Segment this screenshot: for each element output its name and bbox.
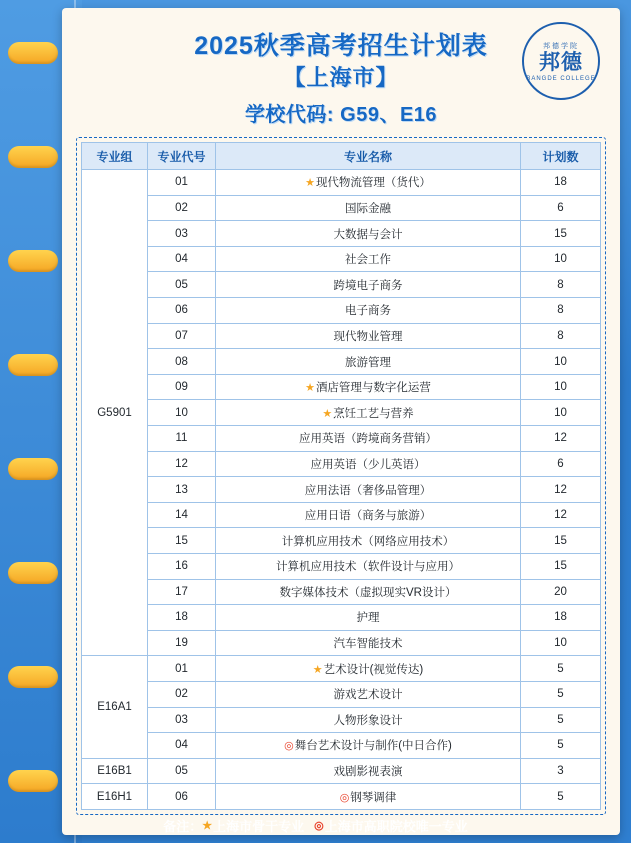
cell-major-name: 社会工作 [216, 246, 521, 272]
binder-ring [8, 146, 58, 168]
table-row [82, 477, 601, 503]
cell-major-code: 02 [148, 681, 216, 707]
table-row [82, 579, 601, 605]
cell-major-name: 应用英语（跨境商务营销） [216, 426, 521, 452]
binder-ring [8, 666, 58, 688]
cell-major-name: 应用日语（商务与旅游） [216, 502, 521, 528]
binder-ring [8, 562, 58, 584]
footer-circle-text: 上海市高职院校唯一专业 [324, 818, 468, 834]
cell-major-name: ◎钢琴调律 [216, 784, 521, 810]
table-body [82, 170, 601, 810]
table-row [82, 451, 601, 477]
cell-major-name: 电子商务 [216, 298, 521, 324]
cell-major-name: 护理 [216, 605, 521, 631]
cell-major-name: 现代物业管理 [216, 323, 521, 349]
cell-major-name: 应用法语（奢侈品管理） [216, 477, 521, 503]
cell-plan-count: 12 [521, 502, 601, 528]
cell-major-name: ★现代物流管理（货代） [216, 170, 521, 196]
paper-sheet [62, 8, 620, 835]
star-icon: ★ [322, 407, 333, 420]
school-logo [522, 22, 600, 100]
cell-major-name: 数字媒体技术（虚拟现实VR设计） [216, 579, 521, 605]
cell-major-code: 09 [148, 374, 216, 400]
cell-plan-count: 5 [521, 707, 601, 733]
table-row [82, 170, 601, 196]
cell-plan-count: 10 [521, 246, 601, 272]
cell-plan-count: 18 [521, 170, 601, 196]
table-row [82, 426, 601, 452]
star-icon: ★ [305, 382, 315, 395]
table-row [82, 528, 601, 554]
school-code: 学校代码: G59、E16 [244, 104, 438, 127]
table-row [82, 400, 601, 426]
footer-star-text: 上海市骨干专业 [213, 818, 305, 834]
cell-major-group: E16B1 [82, 758, 148, 784]
cell-major-code: 07 [148, 323, 216, 349]
cell-plan-count: 15 [521, 554, 601, 580]
page-subtitle-city: 【上海市】 [283, 64, 399, 90]
cell-major-group: E16A1 [82, 656, 148, 758]
table-row [82, 656, 601, 682]
cell-major-name: 戏剧影视表演 [216, 758, 521, 784]
table-row [82, 349, 601, 375]
cell-major-code: 10 [148, 400, 216, 426]
cell-plan-count: 12 [521, 477, 601, 503]
cell-major-group: G5901 [82, 170, 148, 656]
table-row [82, 758, 601, 784]
cell-major-code: 05 [148, 758, 216, 784]
cell-major-name: 跨境电子商务 [216, 272, 521, 298]
binder-ring [8, 250, 58, 272]
table-row [82, 502, 601, 528]
cell-major-code: 02 [148, 195, 216, 221]
cell-major-name: 计算机应用技术（网络应用技术） [216, 528, 521, 554]
cell-major-code: 06 [148, 784, 216, 810]
cell-major-code: 01 [148, 170, 216, 196]
column-header-plan: 计划数 [521, 143, 601, 170]
cell-major-code: 04 [148, 246, 216, 272]
cell-major-code: 18 [148, 605, 216, 631]
logo-glyph: 邦德 [539, 50, 583, 74]
cell-major-code: 15 [148, 528, 216, 554]
cell-plan-count: 8 [521, 272, 601, 298]
cell-major-name: 应用英语（少儿英语） [216, 451, 521, 477]
cell-major-name: 人物形象设计 [216, 707, 521, 733]
cell-major-code: 08 [148, 349, 216, 375]
table-row [82, 707, 601, 733]
page-title: 2025秋季高考招生计划表 [194, 32, 488, 60]
cell-plan-count: 6 [521, 195, 601, 221]
cell-major-name: ★艺术设计(视觉传达) [216, 656, 521, 682]
cell-plan-count: 10 [521, 374, 601, 400]
column-header-code: 专业代号 [148, 143, 216, 170]
cell-major-code: 03 [148, 707, 216, 733]
cell-plan-count: 5 [521, 784, 601, 810]
cell-major-code: 12 [148, 451, 216, 477]
table-row [82, 272, 601, 298]
cell-plan-count: 15 [521, 221, 601, 247]
cell-plan-count: 10 [521, 349, 601, 375]
footer-note [0, 807, 631, 843]
cell-plan-count: 10 [521, 630, 601, 656]
table-row [82, 195, 601, 221]
cell-major-name: 旅游管理 [216, 349, 521, 375]
column-header-name: 专业名称 [216, 143, 521, 170]
binder-ring [8, 770, 58, 792]
cell-plan-count: 5 [521, 733, 601, 759]
cell-plan-count: 10 [521, 400, 601, 426]
cell-major-code: 04 [148, 733, 216, 759]
column-header-group: 专业组 [82, 143, 148, 170]
cell-plan-count: 3 [521, 758, 601, 784]
table-frame [76, 137, 606, 815]
star-icon: ★ [202, 819, 213, 832]
cell-major-code: 17 [148, 579, 216, 605]
table-row [82, 298, 601, 324]
cell-plan-count: 12 [521, 426, 601, 452]
binder-ring [8, 42, 58, 64]
cell-major-code: 03 [148, 221, 216, 247]
cell-plan-count: 5 [521, 681, 601, 707]
table-row [82, 733, 601, 759]
cell-plan-count: 6 [521, 451, 601, 477]
document-header [76, 18, 606, 127]
table-row [82, 374, 601, 400]
table-row [82, 784, 601, 810]
circle-icon: ◎ [339, 791, 350, 804]
cell-major-name: 计算机应用技术（软件设计与应用） [216, 554, 521, 580]
cell-plan-count: 18 [521, 605, 601, 631]
table-row [82, 554, 601, 580]
table-row [82, 246, 601, 272]
table-row [82, 681, 601, 707]
cell-major-code: 14 [148, 502, 216, 528]
cell-plan-count: 8 [521, 298, 601, 324]
cell-plan-count: 5 [521, 656, 601, 682]
cell-major-code: 16 [148, 554, 216, 580]
binder-ring [8, 354, 58, 376]
cell-major-name: ◎舞台艺术设计与制作(中日合作) [216, 733, 521, 759]
star-icon: ★ [312, 663, 323, 676]
admission-plan-table [81, 142, 601, 810]
cell-major-name: ★酒店管理与数字化运营 [216, 374, 521, 400]
logo-top-text: 邦德学院 [543, 42, 579, 50]
cell-major-name: ★烹饪工艺与营养 [216, 400, 521, 426]
cell-plan-count: 15 [521, 528, 601, 554]
cell-major-code: 01 [148, 656, 216, 682]
cell-major-code: 05 [148, 272, 216, 298]
table-header-row [82, 143, 601, 170]
binder-ring [8, 458, 58, 480]
star-icon: ★ [305, 177, 315, 190]
cell-major-name: 大数据与会计 [216, 221, 521, 247]
cell-major-code: 06 [148, 298, 216, 324]
cell-major-name: 汽车智能技术 [216, 630, 521, 656]
cell-major-code: 13 [148, 477, 216, 503]
cell-plan-count: 8 [521, 323, 601, 349]
footer-prefix: 备注： [163, 818, 203, 834]
table-row [82, 323, 601, 349]
cell-major-name: 国际金融 [216, 195, 521, 221]
table-row [82, 605, 601, 631]
circle-icon: ◎ [314, 819, 324, 832]
circle-icon: ◎ [284, 740, 294, 753]
logo-bottom-text: BANGDE COLLEGE [526, 75, 596, 82]
cell-plan-count: 20 [521, 579, 601, 605]
cell-major-code: 19 [148, 630, 216, 656]
cell-major-group: E16H1 [82, 784, 148, 810]
table-row [82, 630, 601, 656]
cell-major-code: 11 [148, 426, 216, 452]
table-row [82, 221, 601, 247]
cell-major-name: 游戏艺术设计 [216, 681, 521, 707]
